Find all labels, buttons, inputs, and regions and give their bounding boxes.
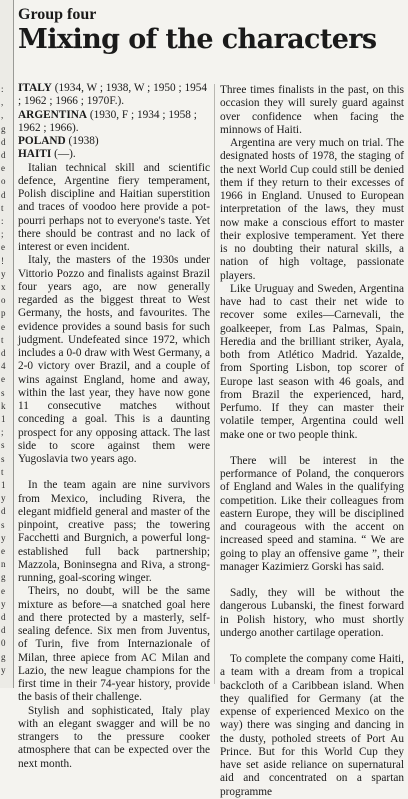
clipped-text-fragment: d [1,612,6,622]
clipped-text-fragment: y [1,664,6,675]
clipped-text-fragment: ! [1,255,4,266]
clipped-text-fragment: e [1,585,5,596]
clipped-text-fragment: d [1,136,6,147]
clipped-text-fragment: y [1,493,6,504]
clipped-text-fragment: s [1,519,5,530]
clipped-text-fragment: n [1,559,6,570]
body-paragraph: In the team again are nine survivors from Mexico, including Rivera, the elegant midfield general and master of the pinpoint, creative pass; the towering Facchetti and Burgnich, a powerful long-established full back partnership; Mazzola, Boninsegna and Riva, a strong-running, goal-scoring winger. [18,479,210,584]
body-paragraph: Italian technical skill and scientific defence, Argentine fiery temperament, Polish discipline and Haitian superstition and traces of voodoo here provide a pot-pourri perhaps not to everyone's taste. Yet there should be contrast and no lack of interest or even incident. [18,161,210,253]
clipped-text-fragment: ; [1,229,4,240]
clipped-text-fragment: 1 [1,480,6,490]
team-name: ARGENTINA [18,108,88,121]
body-paragraph: To complete the company come Haiti, a team with a dream from a tropical backcloth of a Caribbean island. When they qualified for Germany (at the expense of experienced Mexico on the way) there was singing and dancing in the dusty, potholed streets of Port Au Prince. But for this World Cup they have set aside reliance on supernatural aid and concentrated on a spartan programme [220,653,404,798]
body-paragraph: There will be interest in the performance of Poland, the conquerors of England and Wales in the qualifying competition. Like their colleagues from eastern Europe, they will be disciplined and courageous with the accent on increased speed and stamina. “ We are going to play an offensive game ”, their manager Kazimierz Gorski has said. [220,454,404,573]
article-column-left [18,82,210,771]
clipped-text-fragment: p [1,308,6,319]
section-kicker: Group four [18,6,97,23]
clipped-text-fragment: g [1,123,6,134]
clipped-text-fragment: t [1,466,4,477]
group-list [18,82,210,162]
group-entry [18,109,210,136]
clipped-text-fragment: e [1,163,5,174]
body-paragraph: Argentina are very much on trial. The designated hosts of 1978, the staging of the next World Cup could still be denied them if they return to their excesses of 1966 in England. Unused to European interpretation of the laws, they must now make a conscious effort to master their explosive temperament. Yet there is no doubting their natural skills, a nation of high voltage, passionate players. [220,137,404,282]
clipped-text-fragment: d [1,506,6,517]
body-paragraph: Three times finalists in the past, on this occasion they will surely guard against over confidence when facing the minnows of Haiti. [220,84,404,136]
clipped-text-fragment: x [1,282,6,292]
team-history: (1934, W ; 1938, W ; 1950 ; 1954 ; 1962 ; 1966 ; 1970F.). [18,82,208,108]
clipped-text-fragment: d [1,150,6,160]
clipped-text-fragment: o [1,295,6,306]
group-entry [18,135,210,148]
clipped-text-fragment: d [1,189,6,200]
clipped-text-fragment: 0 [1,638,6,649]
group-entry [18,148,210,161]
article-headline: Mixing of the characters [18,24,377,55]
article-column-right [220,84,404,799]
team-history: (1938) [65,135,99,147]
clipped-text-fragment: ; [1,427,4,438]
adjacent-column-fragment [0,0,14,688]
clipped-text-fragment: g [1,572,6,583]
clipped-text-fragment: 1 [1,414,6,424]
clipped-text-fragment: y [1,532,6,543]
body-paragraph: Stylish and sophisticated, Italy play with an elegant swagger and will be no strangers to the pressure cooker atmosphere that can be expected over the next month. [18,704,210,770]
article-header [18,6,402,56]
clipped-text-fragment: e [1,321,5,332]
clipped-text-fragment: o [1,176,6,187]
body-paragraph: Italy, the masters of the 1930s under Vittorio Pozzo and finalists against Brazil four years ago, are now generally regarded as the biggest threat to West Germany, the hosts, and favourites. The evidence provides a sound basis for such judgment. Undefeated since 1972, which includes a 0-0 draw with West Germany, a 2-0 victory over Brazil, and a couple of wins against England, home and away, within the last year, they have now gone 11 consecutive matches without conceding a goal. This is a daunting prospect for any opposing attack. The last side to score against them were Yugoslavia two years ago. [18,254,210,465]
body-paragraph: Sadly, they will be without the dangerous Lubanski, the finest forward in Polish history, who must shortly undergo another cartilage operation. [220,587,404,639]
clipped-text-fragment: , [1,110,4,121]
team-history: (1930, F ; 1934 ; 1958 ; 1962 ; 1966). [18,108,197,134]
team-name: ITALY [18,82,52,94]
clipped-text-fragment: : [1,84,4,94]
clipped-text-fragment: t [1,334,4,345]
team-name: POLAND [18,135,66,147]
clipped-text-fragment: 4 [1,361,6,372]
group-entry [18,82,210,109]
clipped-text-fragment: e [1,242,5,253]
clipped-text-fragment: k [1,400,6,411]
clipped-text-fragment: e [1,374,5,385]
clipped-text-fragment: s [1,440,5,451]
body-paragraph: Theirs, no doubt, will be the same mixture as before—a snatched goal here and there protected by a masterly, self-sealing defence. Six men from Juventus, of Turin, five from Internazionale of Milan, three apiece from AC Milan and Lazio, the new league champions for the first time in their 74-year history, provide the basis of their challenge. [18,585,210,704]
clipped-text-fragment: , [1,97,4,108]
clipped-text-fragment: : [1,216,4,226]
clipped-text-fragment: d [1,625,6,636]
team-name: HAITI [18,148,52,161]
clipped-text-fragment: s [1,387,5,398]
clipped-text-fragment: t [1,202,4,213]
clipped-text-fragment: d [1,348,6,358]
clipped-text-fragment: g [1,651,6,662]
clipped-text-fragment: y [1,598,6,609]
body-paragraph: Like Uruguay and Sweden, Argentina have had to cast their net wide to recover some exiles—Carnevali, the goalkeeper, from Las Palmas, Spain, Heredia and the brilliant striker, Ayala, both from Atlético Madrid. Yazalde, from Sporting Lisbon, top scorer of Europe last season with 46 goals, and from Brazil the experienced, hard, Perfumo. If they can master their volatile temper, Argentina could well make one or two people think. [220,282,404,441]
clipped-text-fragment: y [1,268,6,279]
clipped-text-fragment: e [1,546,5,556]
team-history: (—). [51,148,76,161]
clipped-text-fragment: s [1,453,5,464]
column-rule [214,84,215,684]
